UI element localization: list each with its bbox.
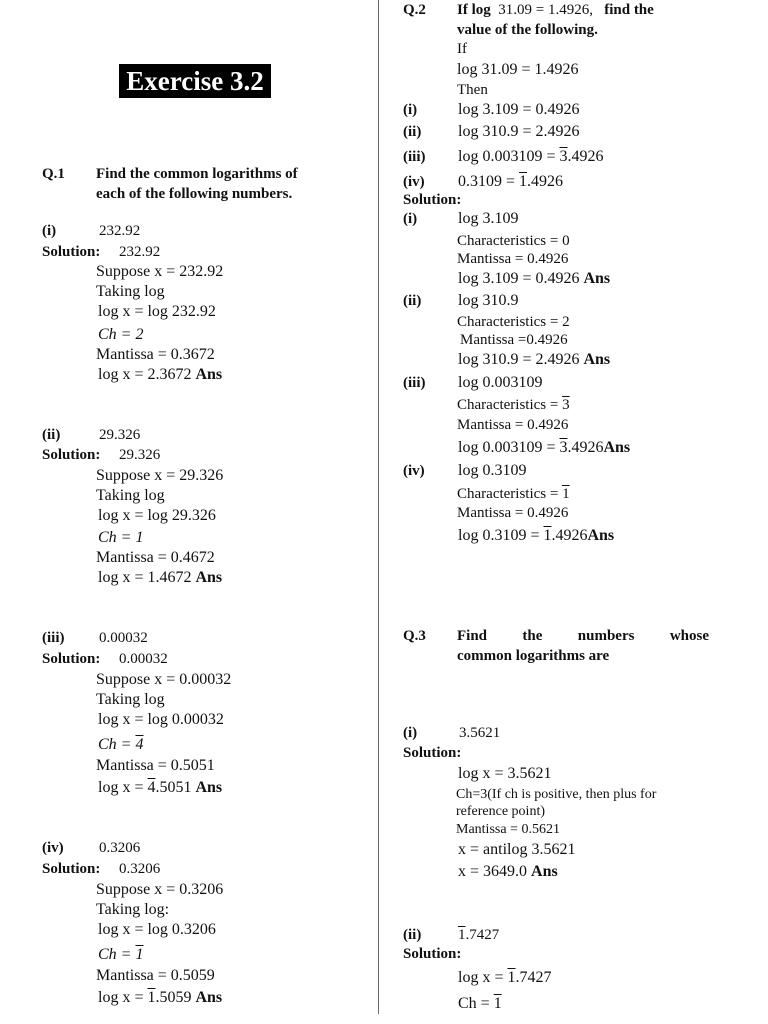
q2-item-label: (i): [403, 102, 418, 118]
sol-mantissa: Mantissa =0.4926: [460, 332, 568, 348]
expr-bar: 1: [519, 173, 528, 190]
mantissa-line: Mantissa = 0.4672: [96, 549, 215, 566]
ans-label: Ans: [195, 989, 223, 1006]
q2-given: log 31.09 = 1.4926: [457, 61, 579, 78]
q3-ii-label: (ii): [403, 927, 422, 943]
taking-log-line: Taking log: [96, 487, 165, 504]
log-x-line: log x = log 0.00032: [98, 711, 224, 728]
q3-ii-solution-label: Solution:: [403, 946, 462, 962]
ans-label: Ans: [531, 863, 558, 880]
solution-value: 0.3206: [119, 861, 161, 877]
q3-i-antilog: x = antilog 3.5621: [458, 841, 576, 858]
q2-text-math: 31.09 = 1.4926,: [498, 2, 593, 18]
ch-bar-value: 4: [135, 736, 144, 753]
answer-line: [98, 366, 222, 384]
q3-i-result: [458, 863, 558, 881]
ch-bar: 1: [562, 486, 570, 502]
ans-label: Ans: [583, 270, 611, 287]
q3-i-number: 3.5621: [459, 725, 501, 741]
q3-text-line1: Find the numbers whose: [457, 628, 709, 644]
solution-value: 232.92: [119, 244, 161, 260]
q2-item-expr: [458, 148, 603, 166]
sol-characteristic: [457, 486, 570, 503]
sol-expr: log 0.003109: [458, 374, 543, 391]
mantissa-line: Mantissa = 0.5059: [96, 967, 215, 984]
q1-number: Q.1: [42, 166, 65, 182]
ans-label: Ans: [603, 439, 631, 456]
q2-text-line1: [457, 2, 654, 19]
characteristic-line: Ch = 1: [98, 529, 144, 546]
part-label: (i): [42, 223, 57, 239]
answer-bar-value: 1: [147, 989, 156, 1006]
ch-pre: Characteristics =: [457, 397, 563, 413]
q2-if: If: [457, 41, 467, 57]
sol-characteristic: Characteristics = 0: [457, 233, 570, 249]
suppose-line: Suppose x = 0.3206: [96, 881, 224, 898]
taking-log-line: Taking log: [96, 691, 165, 708]
q2-solution-label: Solution:: [403, 192, 462, 208]
q1-text-line2: each of the following numbers.: [96, 186, 293, 202]
taking-log-line: Taking log:: [96, 901, 170, 918]
q2-text-line2: value of the following.: [457, 22, 598, 38]
q2-then: Then: [457, 82, 488, 98]
suppose-line: Suppose x = 0.00032: [96, 671, 232, 688]
sol-expr: log 0.3109: [458, 462, 527, 479]
ch-bar: 1: [493, 995, 502, 1012]
ch-prefix: Ch =: [98, 736, 136, 753]
logx-rest: .7427: [515, 969, 552, 986]
logx-bar: 1: [507, 969, 516, 986]
part-label: (iii): [42, 630, 65, 646]
solution-value: 0.00032: [119, 651, 168, 667]
mantissa-line: Mantissa = 0.5051: [96, 757, 215, 774]
q2-number: Q.2: [403, 2, 426, 18]
expr-pre: 0.3109 =: [458, 173, 520, 190]
result-bar: 3: [559, 439, 568, 456]
q2-item-expr: log 3.109 = 0.4926: [458, 101, 580, 118]
ans-label: Ans: [195, 366, 223, 383]
part-label: (iv): [42, 840, 64, 856]
characteristic-line: [98, 946, 143, 964]
solution-label: Solution:: [42, 244, 101, 260]
ans-label: Ans: [587, 527, 615, 544]
sol-characteristic: Characteristics = 2: [457, 314, 570, 330]
ch-prefix: Ch =: [98, 946, 136, 963]
solution-value: 29.326: [119, 447, 161, 463]
sol-label: (i): [403, 211, 418, 227]
q3-i-solution-label: Solution:: [403, 745, 462, 761]
answer-text: log x = 2.3672: [98, 366, 192, 383]
sol-result: [458, 527, 614, 545]
answer-line: [98, 569, 222, 587]
solution-label: Solution:: [42, 861, 101, 877]
expr-bar: 3: [559, 148, 568, 165]
q3-i-label: (i): [403, 725, 418, 741]
solution-label: Solution:: [42, 651, 101, 667]
mantissa-line: Mantissa = 0.3672: [96, 346, 215, 363]
column-divider: [378, 0, 379, 1014]
q2-item-label: (iv): [403, 174, 425, 190]
result-text: log 310.9 = 2.4926: [458, 351, 580, 368]
ans-label: Ans: [195, 779, 223, 796]
characteristic-line: Ch = 2: [98, 326, 144, 343]
suppose-line: Suppose x = 29.326: [96, 467, 224, 484]
q3-ii-characteristic: [458, 995, 502, 1013]
sol-expr: log 3.109: [458, 210, 519, 227]
sol-result: [458, 439, 630, 457]
sol-characteristic: [457, 397, 570, 414]
log-x-line: log x = log 29.326: [98, 507, 216, 524]
q2-item-label: (iii): [403, 149, 426, 165]
answer-prefix: log x =: [98, 989, 148, 1006]
taking-log-line: Taking log: [96, 283, 165, 300]
sol-mantissa: Mantissa = 0.4926: [457, 251, 569, 267]
result-post: .4926: [567, 439, 604, 456]
ans-label: Ans: [583, 351, 611, 368]
q2-item-expr: [458, 173, 563, 191]
answer-rest: .5059: [155, 989, 192, 1006]
sol-mantissa: Mantissa = 0.4926: [457, 417, 569, 433]
sol-result: [458, 351, 610, 369]
sol-label: (iii): [403, 375, 426, 391]
q2-text-if-log: If log: [457, 2, 491, 18]
sol-label: (ii): [403, 293, 422, 309]
ch-bar: 3: [562, 397, 570, 413]
sol-expr: log 310.9: [458, 292, 519, 309]
expr-post: .4926: [567, 148, 604, 165]
q3-text-line2: common logarithms are: [457, 648, 610, 664]
q3-ii-logx: [458, 969, 551, 987]
part-number: 0.3206: [99, 840, 141, 856]
q3-ii-number: [458, 927, 499, 944]
q2-item-label: (ii): [403, 124, 422, 140]
result-post: .4926: [551, 527, 588, 544]
part-number: 0.00032: [99, 630, 148, 646]
result-pre: log 0.3109 =: [458, 527, 544, 544]
part-number: 232.92: [99, 223, 141, 239]
ch-bar-value: 1: [135, 946, 144, 963]
q3-i-mantissa: Mantissa = 0.5621: [456, 822, 560, 837]
ch-pre: Characteristics =: [457, 486, 563, 502]
q1-text-line1: Find the common logarithms of: [96, 166, 298, 182]
suppose-line: Suppose x = 232.92: [96, 263, 224, 280]
answer-prefix: log x =: [98, 779, 148, 796]
characteristic-line: [98, 736, 143, 754]
answer-bar-value: 4: [147, 779, 156, 796]
result-pre: log 0.003109 =: [458, 439, 560, 456]
ans-label: Ans: [195, 569, 223, 586]
answer-text: log x = 1.4672: [98, 569, 192, 586]
q3-i-logx: log x = 3.5621: [458, 765, 552, 782]
q3-i-note-line1: Ch=3(If ch is positive, then plus for: [456, 787, 657, 802]
expr-pre: log 0.003109 =: [458, 148, 560, 165]
sol-result: [458, 270, 610, 288]
answer-line: [98, 779, 222, 797]
result-text: x = 3649.0: [458, 863, 528, 880]
sol-label: (iv): [403, 463, 425, 479]
log-x-line: log x = log 232.92: [98, 303, 216, 320]
q3-number: Q.3: [403, 628, 426, 644]
answer-line: [98, 989, 222, 1007]
number-rest: .7427: [465, 927, 500, 943]
sol-mantissa: Mantissa = 0.4926: [457, 505, 569, 521]
exercise-title: Exercise 3.2: [119, 64, 271, 98]
part-number: 29.326: [99, 427, 141, 443]
result-bar: 1: [543, 527, 552, 544]
result-text: log 3.109 = 0.4926: [458, 270, 580, 287]
expr-post: .4926: [527, 173, 564, 190]
number-bar: 1: [458, 927, 466, 943]
answer-rest: .5051: [155, 779, 192, 796]
q3-i-note-line2: reference point): [456, 804, 545, 819]
ch-pre: Ch =: [458, 995, 494, 1012]
part-label: (ii): [42, 427, 61, 443]
q2-item-expr: log 310.9 = 2.4926: [458, 123, 580, 140]
logx-pre: log x =: [458, 969, 508, 986]
q2-text-find: find the: [604, 2, 654, 18]
solution-label: Solution:: [42, 447, 101, 463]
log-x-line: log x = log 0.3206: [98, 921, 216, 938]
